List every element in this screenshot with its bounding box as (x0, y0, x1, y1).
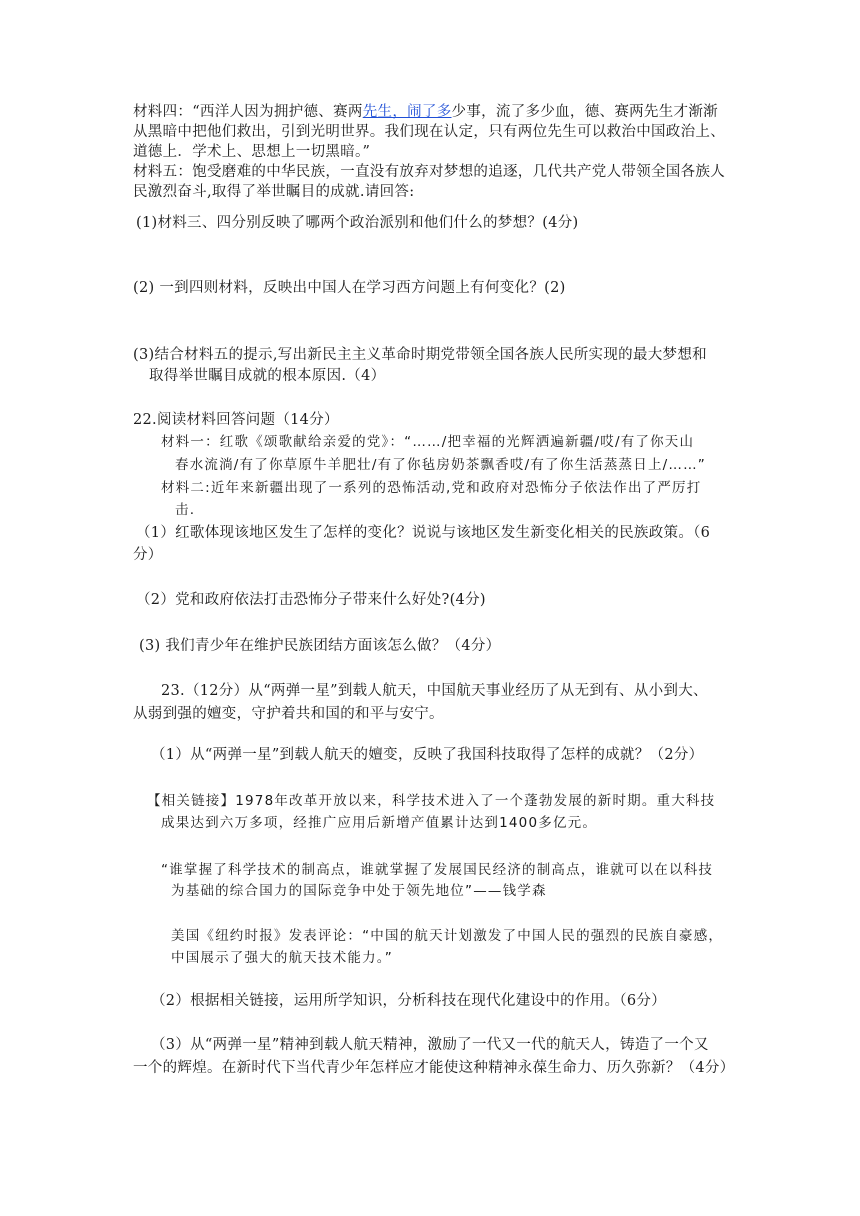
question-21-3-line-2: 取得举世瞩目成就的根本原因.（4） (149, 368, 386, 384)
question-23-3-line-2: 一个的辉煌。在新时代下当代青少年怎样应才能使这种精神永葆生命力、历久弥新？（4分） (133, 1060, 735, 1076)
material-4-line-1 (133, 102, 718, 122)
question-22-1-line-2: 分） (133, 547, 163, 563)
question-23-2: （2）根据相关链接，运用所学知识，分析科技在现代化建设中的作用。（6分） (151, 993, 666, 1009)
question-21-3-line-1: (3)结合材料五的提示,写出新民主主义革命时期党带领全国各族人民所实现的最大梦想和 (133, 347, 707, 363)
question-21-1: (1)材料三、四分别反映了哪两个政治派别和他们什么的梦想？(4分) (136, 215, 579, 231)
question-22-title: 22.阅读材料回答问题（14分） (133, 412, 339, 428)
material-4-line-3: 道德上．学术上、思想上一切黑暗。” (133, 144, 371, 160)
question-23-intro-line-2: 从弱到强的嬗变，守护着共和国的和平与安宁。 (133, 706, 444, 722)
question-22-3: (3) 我们青少年在维护民族团结方面该怎么做？（4分） (139, 638, 501, 654)
material-4-line-2: 从黑暗中把他们救出，引到光明世界。我们现在认定，只有两位先生可以救治中国政治上、 (133, 124, 725, 140)
qian-xuesen-quote-line-1: “谁掌握了科学技术的制高点，谁就掌握了发展国民经济的制高点，谁就可以在以科技 (161, 862, 714, 878)
nyt-comment-line-2: 中国展示了强大的航天技术能力。” (171, 950, 393, 966)
hyperlink-text[interactable]: 先生，闹了多 (362, 104, 452, 120)
question-23-intro-line-1: 23.（12分）从“两弹一星”到载人航天，中国航天事业经历了从无到有、从小到大、 (161, 683, 708, 699)
related-link-line-2: 成果达到六万多项，经推广应用后新增产值累计达到1400多亿元。 (161, 815, 598, 831)
nyt-comment-line-1: 美国《纽约时报》发表评论：“中国的航天计划激发了中国人民的强烈的民族自豪感， (171, 928, 724, 944)
question-22-2: （2）党和政府依法打击恐怖分子带来什么好处?(4分) (136, 592, 486, 608)
material-4-text-b: 少事，流了多少血，德、赛两先生才渐渐 (451, 104, 718, 120)
material-5-line-1: 材料五：饱受磨难的中华民族，一直没有放弃对梦想的追逐，几代共产党人带领全国各族人 (133, 164, 725, 180)
question-21-2: (2) 一到四则材料，反映出中国人在学习西方问题上有何变化？(2) (133, 280, 566, 296)
material-5-line-2: 民激烈奋斗,取得了举世瞩目的成就.请回答: (133, 184, 415, 200)
material-2-line-2: 击. (175, 502, 196, 518)
related-link-line-1: 【相关链接】1978年改革开放以来，科学技术进入了一个蓬勃发展的新时期。重大科技 (147, 793, 716, 809)
question-23-3-line-1: （3）从“两弹一星”精神到载人航天精神，激励了一代又一代的航天人，铸造了一个又 (151, 1037, 709, 1053)
material-1-line-2: 春水流淌/有了你草原牛羊肥壮/有了你毡房奶茶飘香哎/有了你生活蒸蒸日上/……” (175, 457, 706, 473)
material-2-line-1: 材料二:近年来新疆出现了一系列的恐怖活动,党和政府对恐怖分子依法作出了严厉打 (161, 480, 702, 496)
material-1-line-1: 材料一：红歌《颂歌献给亲爱的党》：“……/把幸福的光辉洒遍新疆/哎/有了你天山 (161, 434, 695, 450)
question-23-1: （1）从“两弹一星”到载人航天的嬗变，反映了我国科技取得了怎样的成就？（2分） (151, 747, 704, 763)
qian-xuesen-quote-line-2: 为基础的综合国力的国际竞争中处于领先地位”——钱学森 (171, 883, 547, 899)
question-22-1-line-1: （1）红歌体现该地区发生了怎样的变化？说说与该地区发生新变化相关的民族政策。（6 (136, 525, 711, 541)
material-4-text-a: 材料四：“西洋人因为拥护德、赛两 (133, 104, 363, 120)
